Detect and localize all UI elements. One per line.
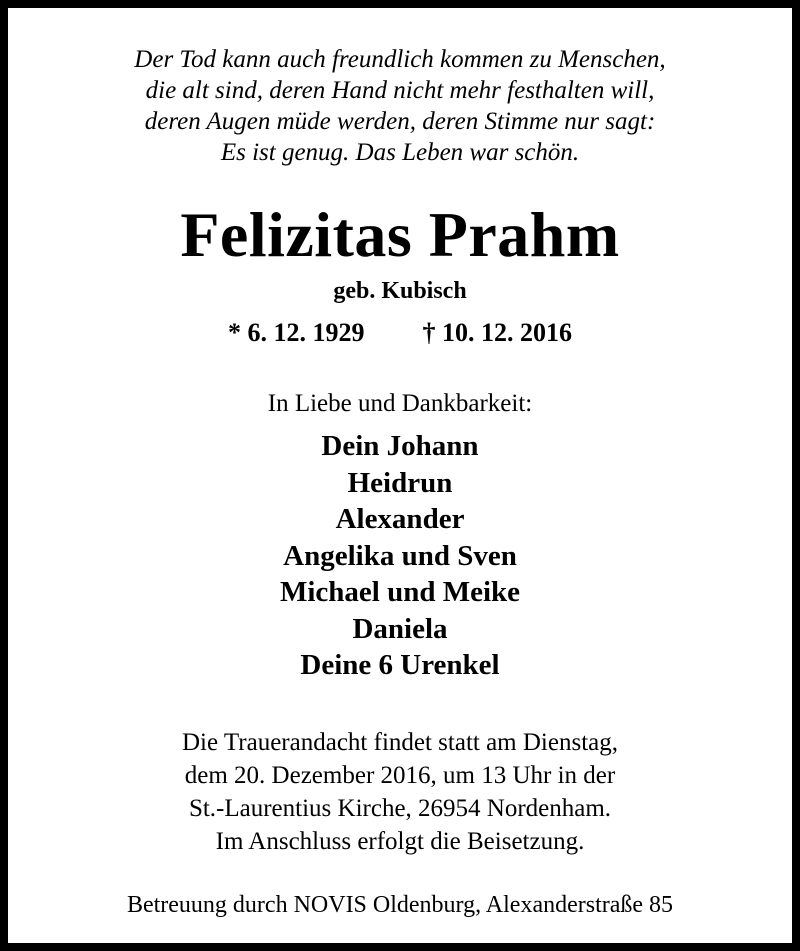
mourner: Deine 6 Urenkel: [300, 649, 500, 681]
life-dates: [8, 316, 792, 350]
mourner: Angelika und Sven: [283, 539, 517, 572]
service-line: Die Trauerandacht findet statt am Dienstag,: [182, 729, 618, 756]
funeral-home-credit: Betreuung durch NOVIS Oldenburg, Alexanderstraße 85: [126, 892, 674, 918]
deceased-name: Felizitas Prahm: [180, 199, 620, 270]
mourner: Michael und Meike: [279, 576, 521, 608]
service-info: [8, 726, 792, 858]
service-line: Im Anschluss erfolgt die Beisetzung.: [215, 828, 585, 855]
death-date: † 10. 12. 2016: [422, 318, 572, 347]
poem-line: Es ist genug. Das Leben war schön.: [220, 139, 580, 166]
mourner: Dein Johann: [321, 430, 479, 462]
service-line: St.-Laurentius Kirche, 26954 Nordenham.: [188, 795, 612, 822]
mourner: Heidrun: [347, 466, 453, 499]
poem-line: deren Augen müde werden, deren Stimme nur sagt:: [144, 108, 656, 135]
dedication-intro: In Liebe und Dankbarkeit:: [267, 390, 533, 417]
mourners-list: [8, 428, 792, 684]
poem-line: Der Tod kann auch freundlich kommen zu Menschen,: [134, 46, 666, 73]
service-line: dem 20. Dezember 2016, um 13 Uhr in der: [184, 762, 616, 789]
birth-date: * 6. 12. 1929: [228, 318, 365, 347]
mourner: Alexander: [335, 503, 465, 535]
poem: [8, 44, 792, 168]
poem-line: die alt sind, deren Hand nicht mehr festhalten will,: [145, 77, 655, 104]
maiden-name: geb. Kubisch: [333, 278, 467, 304]
mourner: Daniela: [352, 612, 448, 645]
